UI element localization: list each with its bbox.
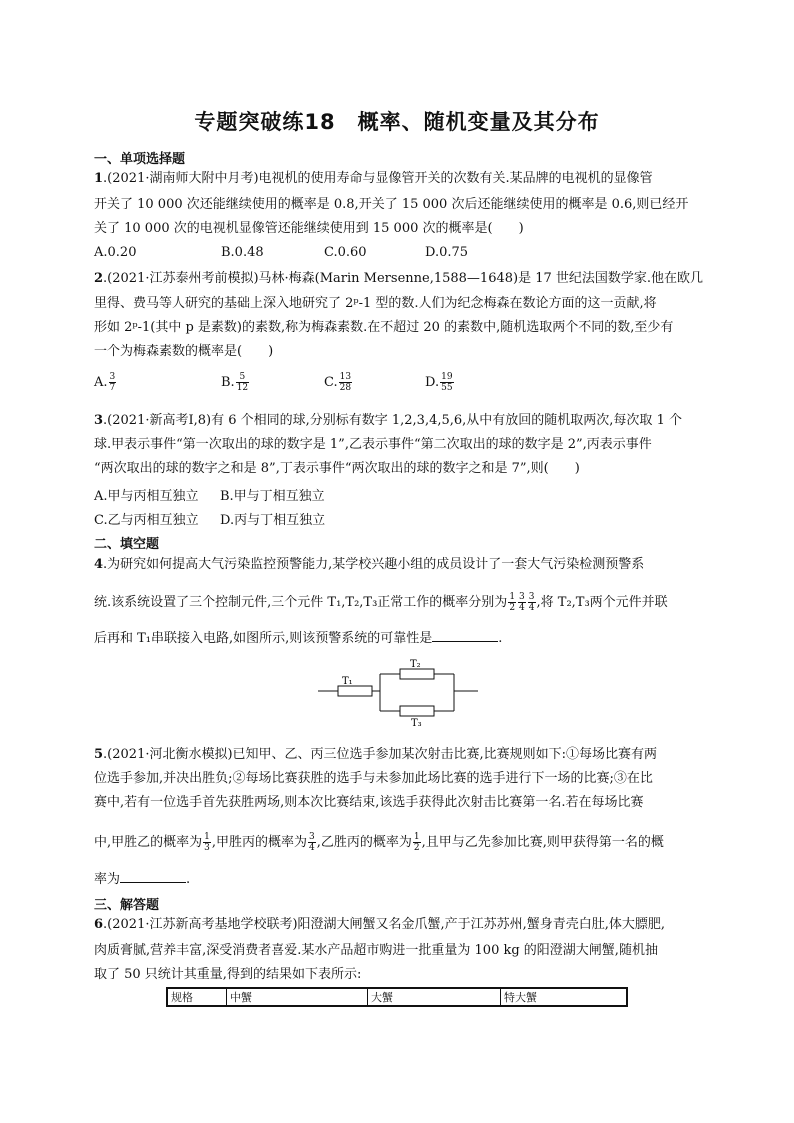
q3-text-1: .(2021·新高考Ⅰ,8)有 6 个相同的球,分别标有数字 1,2,3,4,5,6,从中有放回的随机取两次,每次取 1 个 xyxy=(103,413,682,428)
table-header-cell: 中蟹 xyxy=(227,988,368,1006)
q2-option-c-fraction: $\frac{13}{28}$ xyxy=(339,372,352,393)
label-t1: T₁ xyxy=(342,676,353,687)
q1-option-c: C.0.60 xyxy=(324,245,367,260)
q3-line-1 xyxy=(94,412,682,430)
q2-text-1: .(2021·江苏泰州考前模拟)马林·梅森(Marin Mersenne,1588—1648)是 17 世纪法国数学家.他在欧几 xyxy=(103,271,704,286)
q2-option-b-fraction: $\frac{5}{12}$ xyxy=(236,372,249,393)
q6-line-2: 肉质膏腻,营养丰富,深受消费者喜爱.某水产品超市购进一批重量为 100 kg 的阳澄湖大闸蟹,随机抽 xyxy=(94,943,658,958)
crab-spec-table xyxy=(166,987,628,1007)
q1-line-1 xyxy=(94,170,653,188)
q4-text-2a: 统.该系统设置了三个控制元件,三个元件 T₁,T₂,T₃正常工作的概率分别为 xyxy=(94,595,508,610)
q5-line-4: 中,甲胜乙的概率为 $\frac{1}{3}$ ,甲胜丙的概率为 $\frac{3}{4}$ ,乙胜丙的概率为 $\frac{1}{2}$ ,且甲与乙先参加比赛,则甲获得第一名的概 xyxy=(94,832,664,853)
section-heading-single-choice: 一、单项选择题 xyxy=(94,152,186,167)
q5-answer-blank[interactable] xyxy=(120,870,186,883)
q1-number: 1 xyxy=(94,171,104,186)
label-t3: T₃ xyxy=(411,718,422,729)
q2-option-d-fraction: $\frac{19}{55}$ xyxy=(441,372,453,393)
q1-option-a: A.0.20 xyxy=(94,245,137,260)
q4-text-3: 后再和 T₁串联接入电路,如图所示,则该预警系统的可靠性是 xyxy=(94,631,433,646)
q6-number: 6 xyxy=(94,917,104,932)
q4-line-1 xyxy=(94,556,644,574)
q5-line-5: 率为 . xyxy=(94,872,191,887)
q3-option-c: C.乙与丙相互独立 xyxy=(94,513,199,528)
q5-number: 5 xyxy=(94,747,104,762)
q1-text-1: .(2021·湖南师大附中月考)电视机的使用寿命与显像管开关的次数有关.某品牌的电视机的显像管 xyxy=(103,171,653,186)
q3-line-3: “两次取出的球的数字之和是 8”,丁表示事件“两次取出的球的数字之和是 7”,则( ) xyxy=(94,461,580,476)
q3-option-a: A.甲与丙相互独立 xyxy=(94,489,199,504)
q2-number: 2 xyxy=(94,271,104,286)
q5-line-3: 赛中,若有一位选手首先获胜两场,则本次比赛结束,该选手获得此次射击比赛第一名.若在每场比赛 xyxy=(94,795,644,810)
q5-line-2: 位选手参加,并决出胜负;②每场比赛获胜的选手与未参加此场比赛的选手进行下一场的比赛;③在比 xyxy=(94,771,653,786)
q4-text-2b: ,将 T₂,T₃两个元件并联 xyxy=(536,595,668,610)
q2-line-3: 形如 2ᵖ-1(其中 p 是素数)的素数,称为梅森素数.在不超过 20 的素数中,随机选取两个不同的数,至少有 xyxy=(94,320,674,335)
circuit-diagram xyxy=(318,658,483,729)
q4-line-2 xyxy=(94,592,668,613)
q2-option-a xyxy=(94,372,117,393)
q4-number: 4 xyxy=(94,557,104,572)
q2-line-4: 一个为梅森素数的概率是( ) xyxy=(94,344,274,359)
q4-fraction-1: $\frac{1}{2}$ xyxy=(509,592,516,613)
q5-fraction-3: $\frac{1}{2}$ xyxy=(413,832,420,853)
q2-option-d xyxy=(425,372,455,393)
q1-option-d: D.0.75 xyxy=(425,245,469,260)
q5-text-1: .(2021·河北衡水模拟)已知甲、乙、丙三位选手参加某次射击比赛,比赛规则如下:①每场比赛有两 xyxy=(103,747,658,762)
q6-line-1 xyxy=(94,916,665,934)
table-row xyxy=(167,988,627,1006)
q4-fraction-3: $\frac{3}{4}$ xyxy=(528,592,535,613)
component-t1 xyxy=(338,686,372,696)
q4-answer-blank[interactable] xyxy=(432,629,498,642)
table-header-cell: 特大蟹 xyxy=(501,988,628,1006)
q2-line-1 xyxy=(94,270,703,288)
q4-text-1: .为研究如何提高大气污染监控预警能力,某学校兴趣小组的成员设计了一套大气污染检测预警系 xyxy=(103,557,645,572)
q3-option-d: D.丙与丁相互独立 xyxy=(220,513,326,528)
q1-line-3: 关了 10 000 次的电视机显像管还能继续使用到 15 000 次的概率是( ) xyxy=(94,221,524,236)
label-t2: T₂ xyxy=(410,659,421,670)
q2-option-b-label: B. xyxy=(221,375,235,390)
q2-option-c-label: C. xyxy=(324,375,338,390)
q1-option-b: B.0.48 xyxy=(221,245,264,260)
q3-number: 3 xyxy=(94,413,104,428)
q2-option-b xyxy=(221,372,250,393)
q5-line-1 xyxy=(94,746,657,764)
table-header-cell: 大蟹 xyxy=(368,988,501,1006)
q5-fraction-1: $\frac{1}{3}$ xyxy=(204,832,210,853)
component-t3 xyxy=(400,706,434,716)
page-title: 专题突破练18 概率、随机变量及其分布 xyxy=(194,110,600,134)
q2-option-d-label: D. xyxy=(425,375,440,390)
q2-line-2: 里得、费马等人研究的基础上深入地研究了 2ᵖ-1 型的数.人们为纪念梅森在数论方面的这一贡献,将 xyxy=(94,296,657,311)
table-header-cell: 规格 xyxy=(167,988,227,1006)
q5-fraction-2: $\frac{3}{4}$ xyxy=(309,832,315,853)
q6-line-3: 取了 50 只统计其重量,得到的结果如下表所示: xyxy=(94,967,362,982)
q1-line-2: 开关了 10 000 次还能继续使用的概率是 0.8,开关了 15 000 次后还能继续使用的概率是 0.6,则已经开 xyxy=(94,197,689,212)
q4-line-3: 后再和 T₁串联接入电路,如图所示,则该预警系统的可靠性是 . xyxy=(94,631,503,646)
q6-text-1: .(2021·江苏新高考基地学校联考)阳澄湖大闸蟹又名金爪蟹,产于江苏苏州,蟹身青壳白肚,体大膘肥, xyxy=(103,917,666,932)
q3-option-b: B.甲与丁相互独立 xyxy=(220,489,325,504)
section-heading-answer: 三、解答题 xyxy=(94,898,160,913)
q4-fraction-2: $\frac{3}{4}$ xyxy=(519,592,525,613)
q2-option-a-fraction: $\frac{3}{7}$ xyxy=(109,372,116,393)
q3-line-2: 球.甲表示事件“第一次取出的球的数字是 1”,乙表示事件“第二次取出的球的数字是 2”,丙表示事件 xyxy=(94,437,652,452)
component-t2 xyxy=(400,669,434,679)
q2-option-a-label: A. xyxy=(94,375,108,390)
q2-option-c xyxy=(324,372,353,393)
section-heading-fill-blank: 二、填空题 xyxy=(94,537,160,552)
